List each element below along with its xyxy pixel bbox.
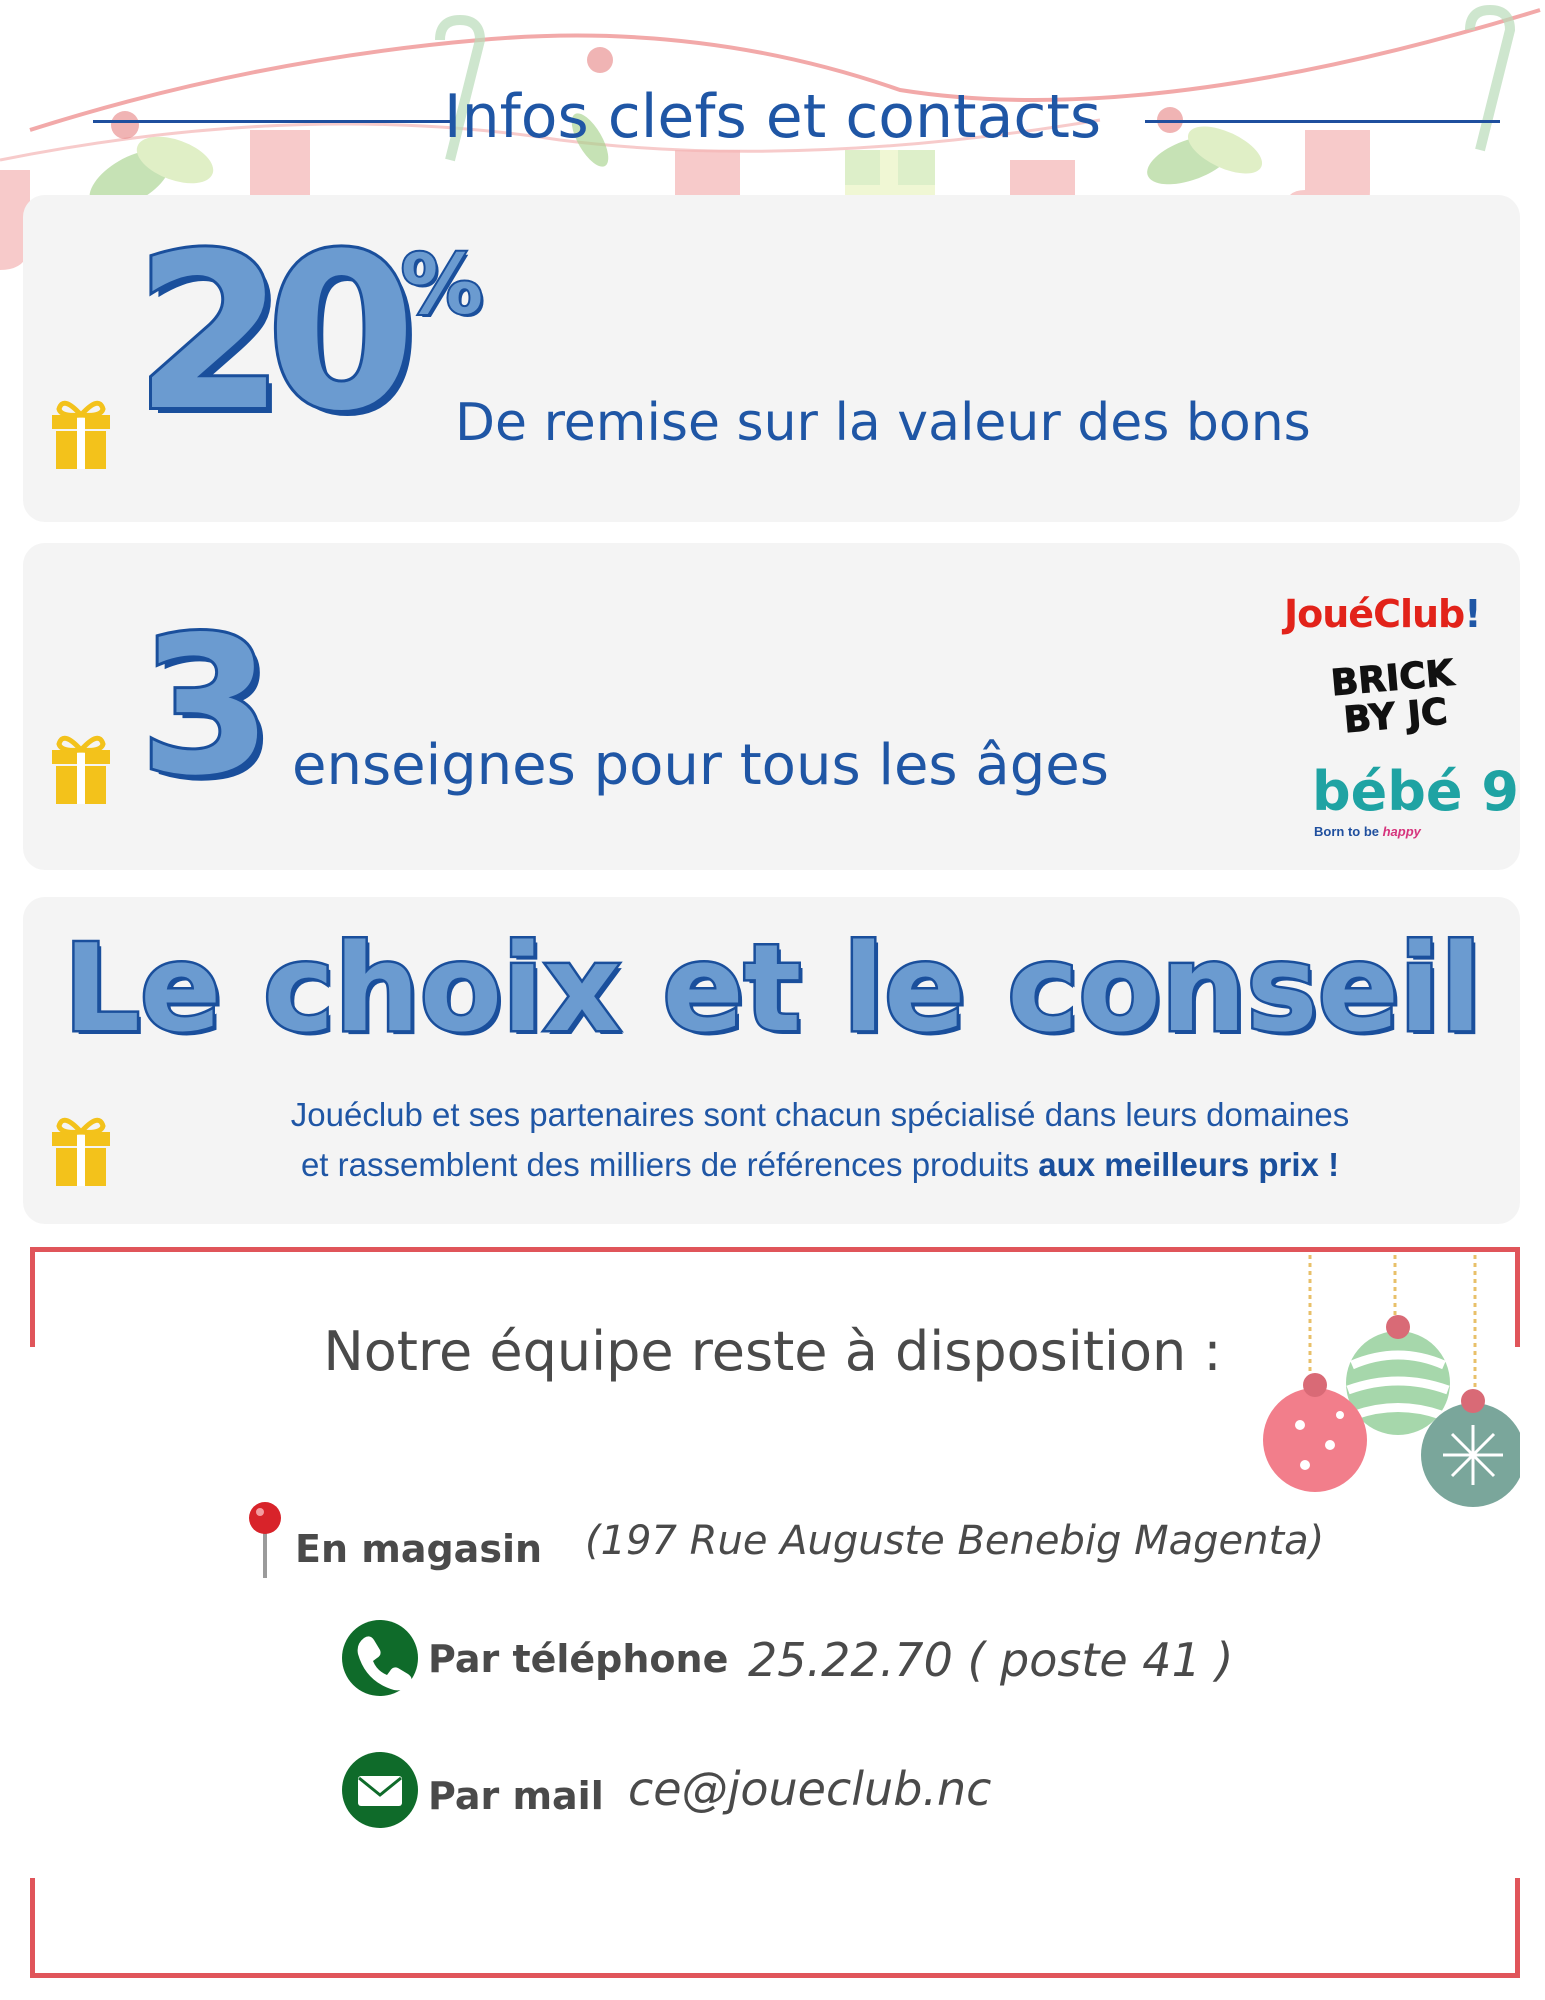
page-title: Infos clefs et contacts bbox=[443, 82, 1102, 152]
discount-number: 20 bbox=[135, 207, 399, 458]
frame-top bbox=[30, 1247, 1520, 1252]
brands-number: 3 bbox=[140, 596, 273, 817]
mail-value[interactable]: ce@joueclub.nc bbox=[628, 1762, 992, 1816]
frame-right-bottom bbox=[1515, 1878, 1520, 1978]
frame-left-bottom bbox=[30, 1878, 35, 1978]
discount-card bbox=[23, 195, 1520, 522]
mail-label: Par mail bbox=[428, 1774, 604, 1818]
store-label: En magasin bbox=[295, 1527, 543, 1571]
brands-text: enseignes pour tous les âges bbox=[292, 733, 1109, 798]
discount-percent: % bbox=[401, 238, 484, 333]
mail-icon bbox=[342, 1752, 418, 1828]
frame-bottom bbox=[30, 1973, 1520, 1978]
bebe9-logo: bébé 9 bbox=[1312, 760, 1519, 823]
phone-value: 25.22.70 ( poste 41 ) bbox=[748, 1633, 1234, 1687]
contact-title: Notre équipe reste à disposition : bbox=[323, 1320, 1222, 1383]
gift-icon bbox=[50, 395, 112, 471]
bebe9-tagline: Born to be happy bbox=[1314, 824, 1421, 839]
gift-icon bbox=[50, 730, 112, 806]
map-pin-icon bbox=[245, 1500, 285, 1580]
brick-by-jc-logo: BRICK BY JC bbox=[1329, 652, 1456, 742]
phone-icon bbox=[342, 1620, 418, 1696]
gift-icon bbox=[50, 1112, 112, 1188]
choice-description: Jouéclub et ses partenaires sont chacun spécialisé dans leurs domaines et rassemblent des milliers de références produits aux meilleurs prix ! bbox=[290, 1096, 1350, 1183]
phone-label: Par téléphone bbox=[428, 1637, 729, 1681]
discount-text: De remise sur la valeur des bons bbox=[455, 393, 1311, 453]
ornament-icon bbox=[1260, 1255, 1520, 1515]
joueclub-logo: JouéClub! bbox=[1284, 592, 1481, 636]
store-address: (197 Rue Auguste Benebig Magenta) bbox=[585, 1518, 1325, 1564]
choice-heading: Le choix et le conseil bbox=[63, 920, 1482, 1059]
